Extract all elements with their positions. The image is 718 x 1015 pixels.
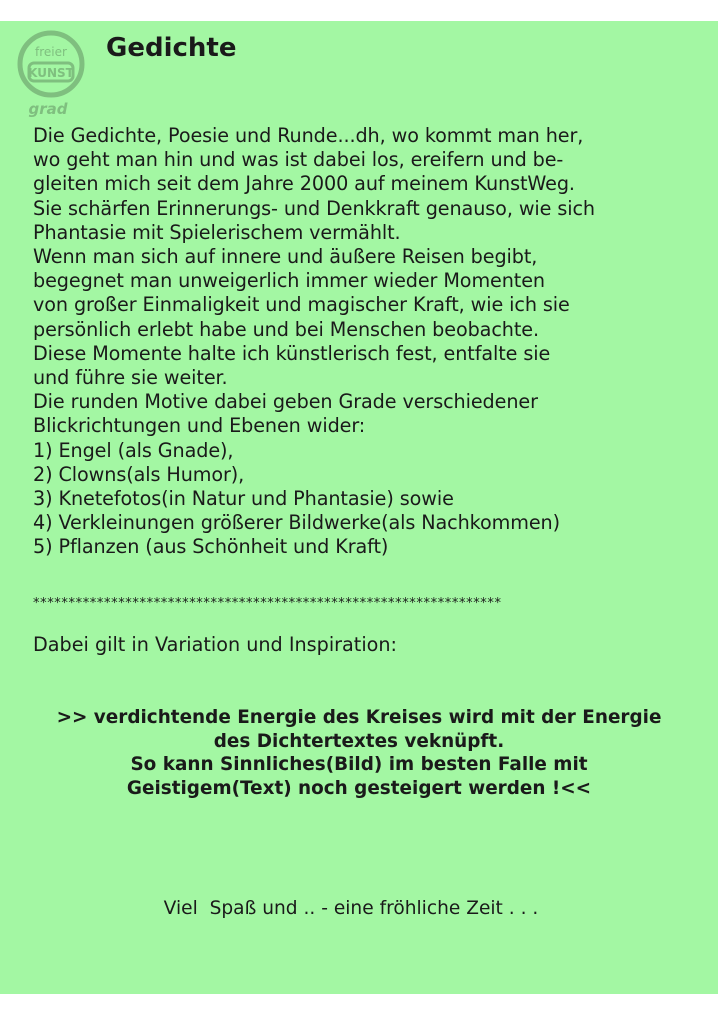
motto-line: >> verdichtende Energie des Kreises wird mit der Energie	[56, 707, 662, 728]
intro-line: Die Gedichte, Poesie und Runde...dh, wo kommt man her,	[33, 124, 584, 147]
motto-quote	[0, 706, 718, 800]
intro-line: und führe sie weiter.	[33, 366, 228, 390]
motto-line: des Dichtertextes veknüpft.	[213, 730, 505, 752]
intro-line: gleiten mich seit dem Jahre 2000 auf meinem KunstWeg.	[33, 172, 575, 196]
motif-list-item: 4) Verkleinungen größerer Bildwerke(als Nachkommen)	[33, 511, 560, 535]
page-title: Gedichte	[106, 33, 237, 63]
motif-list-item: 3) Knetefotos(in Natur und Phantasie) sowie	[33, 487, 454, 511]
farewell-text: Viel Spaß und .. - eine fröhliche Zeit . . .	[163, 898, 539, 919]
logo-top-text: freier	[35, 45, 67, 59]
intro-text	[33, 124, 717, 560]
intro-line: persönlich erlebt habe und bei Menschen beobachte.	[33, 317, 539, 341]
motif-list-item: 2) Clowns(als Humor),	[33, 462, 245, 486]
intro-line: begegnet man unweigerlich immer wieder Momenten	[33, 269, 545, 293]
freier-kunstgrad-logo	[16, 26, 86, 118]
intro-line: wo geht man hin und was ist dabei los, ereifern und be-	[33, 148, 564, 172]
variation-text: Dabei gilt in Variation und Inspiration:	[33, 633, 398, 656]
logo-bottom-text: grad	[28, 100, 68, 118]
intro-line: Die runden Motive dabei geben Grade verschiedener	[33, 390, 538, 414]
intro-line: Sie schärfen Erinnerungs- und Denkkraft genauso, wie sich	[33, 196, 595, 220]
intro-line: Diese Momente halte ich künstlerisch fest, entfalte sie	[33, 341, 551, 365]
motto-line: So kann Sinnliches(Bild) im besten Falle mit	[130, 754, 588, 775]
intro-line: Blickrichtungen und Ebenen wider:	[33, 414, 366, 438]
motif-list-item: 5) Pflanzen (aus Schönheit und Kraft)	[33, 535, 389, 559]
motif-list-item: 1) Engel (als Gnade),	[33, 438, 234, 462]
intro-line: Phantasie mit Spielerischem vermählt.	[33, 220, 401, 244]
motto-line: Geistigem(Text) noch gesteigert werden !<<	[126, 777, 592, 799]
intro-line: von großer Einmaligkeit und magischer Kraft, wie ich sie	[33, 293, 570, 317]
intro-line: Wenn man sich auf innere und äußere Reisen begibt,	[33, 245, 538, 269]
logo-middle-text: KUNST	[28, 66, 74, 80]
star-separator: ******************************************************************	[33, 596, 502, 611]
